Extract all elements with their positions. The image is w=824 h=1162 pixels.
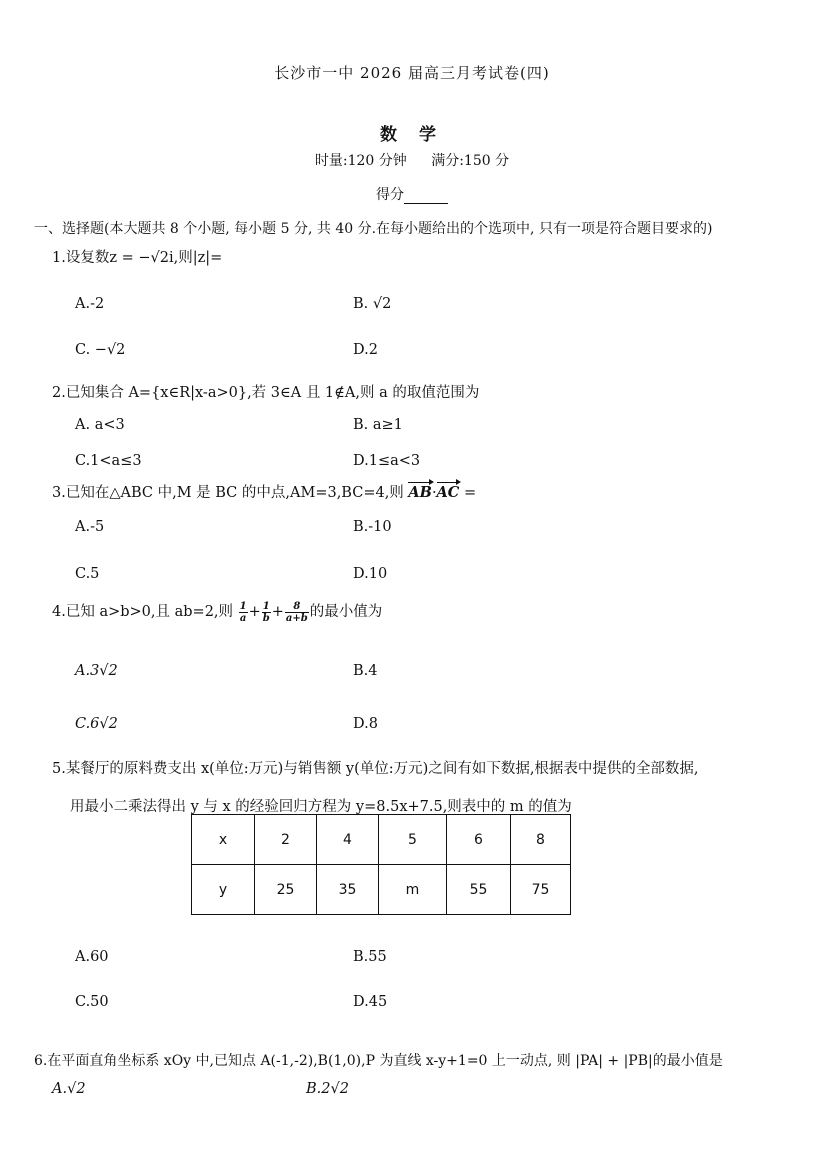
q5-option-c: C.50	[75, 994, 109, 1010]
q2-option-c: C.1<a≤3	[75, 453, 142, 469]
question-2-stem: 2.已知集合 A={x∈R|x-a>0},若 3∈A 且 1∉A,则 a 的取值范围为	[52, 385, 480, 401]
q3-option-d: D.10	[353, 566, 388, 582]
plus-sign: +	[271, 604, 284, 620]
score-label: 得分	[376, 187, 404, 203]
table-cell: 5	[379, 815, 447, 865]
subject-title: 数 学	[380, 125, 444, 145]
vector-ab: AB	[408, 484, 432, 501]
q3-option-b: B.-10	[353, 519, 392, 535]
fraction-1-over-a: $\frac{1}{a}$	[239, 600, 247, 624]
q1-option-b: B. √2	[353, 296, 392, 312]
table-cell: y	[192, 865, 255, 915]
dot-operator: ·	[431, 485, 437, 501]
data-table	[191, 814, 571, 915]
table-cell: x	[192, 815, 255, 865]
q5-option-a: A.60	[75, 949, 109, 965]
question-1-stem: 1.设复数z = −√2i,则|z|=	[52, 250, 223, 266]
section-heading: 一、选择题(本大题共 8 个小题, 每小题 5 分, 共 40 分.在每小题给出的个选项中, 只有一项是符合题目要求的)	[34, 221, 713, 237]
table-cell: 75	[511, 865, 571, 915]
table-row-y	[192, 865, 571, 915]
table-cell: m	[379, 865, 447, 915]
question-6-stem: 6.在平面直角坐标系 xOy 中,已知点 A(-1,-2),B(1,0),P 为直线 x-y+1=0 上一动点, 则 |PA| + |PB|的最小值是	[34, 1053, 723, 1069]
q2-option-b: B. a≥1	[353, 417, 403, 433]
q4-option-b: B.4	[353, 663, 378, 679]
equals-sign: =	[463, 485, 477, 501]
fraction-8-over-a-plus-b: $\frac{8}{a+b}$	[285, 600, 308, 624]
q5-option-b: B.55	[353, 949, 387, 965]
q3-stem-text: 3.已知在△ABC 中,M 是 BC 的中点,AM=3,BC=4,则	[52, 485, 404, 501]
q6-option-b: B.2√2	[306, 1081, 349, 1097]
plus-sign: +	[248, 604, 261, 620]
vector-ac: AC	[436, 484, 460, 501]
fraction-1-over-b: $\frac{1}{b}$	[262, 600, 270, 624]
full-score: 满分:150 分	[431, 153, 510, 169]
table-cell: 8	[511, 815, 571, 865]
score-blank	[404, 189, 448, 204]
q4-option-c: C.6√2	[75, 716, 118, 732]
q4-option-a: A.3√2	[75, 663, 118, 679]
table-cell: 55	[447, 865, 511, 915]
q5-option-d: D.45	[353, 994, 388, 1010]
q4-option-d: D.8	[353, 716, 378, 732]
exam-title: 长沙市一中 2026 届高三月考试卷(四)	[274, 64, 550, 82]
time-limit: 时量:120 分钟	[314, 153, 407, 169]
q1-option-c: C. −√2	[75, 342, 126, 358]
table-cell: 35	[317, 865, 379, 915]
table-cell: 2	[255, 815, 317, 865]
question-5-stem-line-2: 用最小二乘法得出 y 与 x 的经验回归方程为 y=8.5x+7.5,则表中的 m 的值为	[70, 799, 572, 815]
table-cell: 25	[255, 865, 317, 915]
q2-option-a: A. a<3	[75, 417, 125, 433]
table-row-x	[192, 815, 571, 865]
exam-meta	[0, 150, 824, 170]
q2-option-d: D.1≤a<3	[353, 453, 421, 469]
table-cell: 4	[317, 815, 379, 865]
q3-option-a: A.-5	[75, 519, 105, 535]
q1-option-d: D.2	[353, 342, 378, 358]
q1-option-a: A.-2	[75, 296, 105, 312]
q3-option-c: C.5	[75, 566, 100, 582]
score-line	[0, 184, 824, 204]
question-5-stem-line-1: 5.某餐厅的原料费支出 x(单位:万元)与销售额 y(单位:万元)之间有如下数据,根据表中提供的全部数据,	[52, 761, 699, 777]
table-cell: 6	[447, 815, 511, 865]
q4-stem-suffix: 的最小值为	[309, 604, 383, 620]
question-4-stem	[52, 600, 382, 624]
question-3-stem	[52, 481, 476, 502]
q4-stem-text: 4.已知 a>b>0,且 ab=2,则	[52, 604, 234, 620]
q6-option-a: A.√2	[52, 1081, 86, 1097]
